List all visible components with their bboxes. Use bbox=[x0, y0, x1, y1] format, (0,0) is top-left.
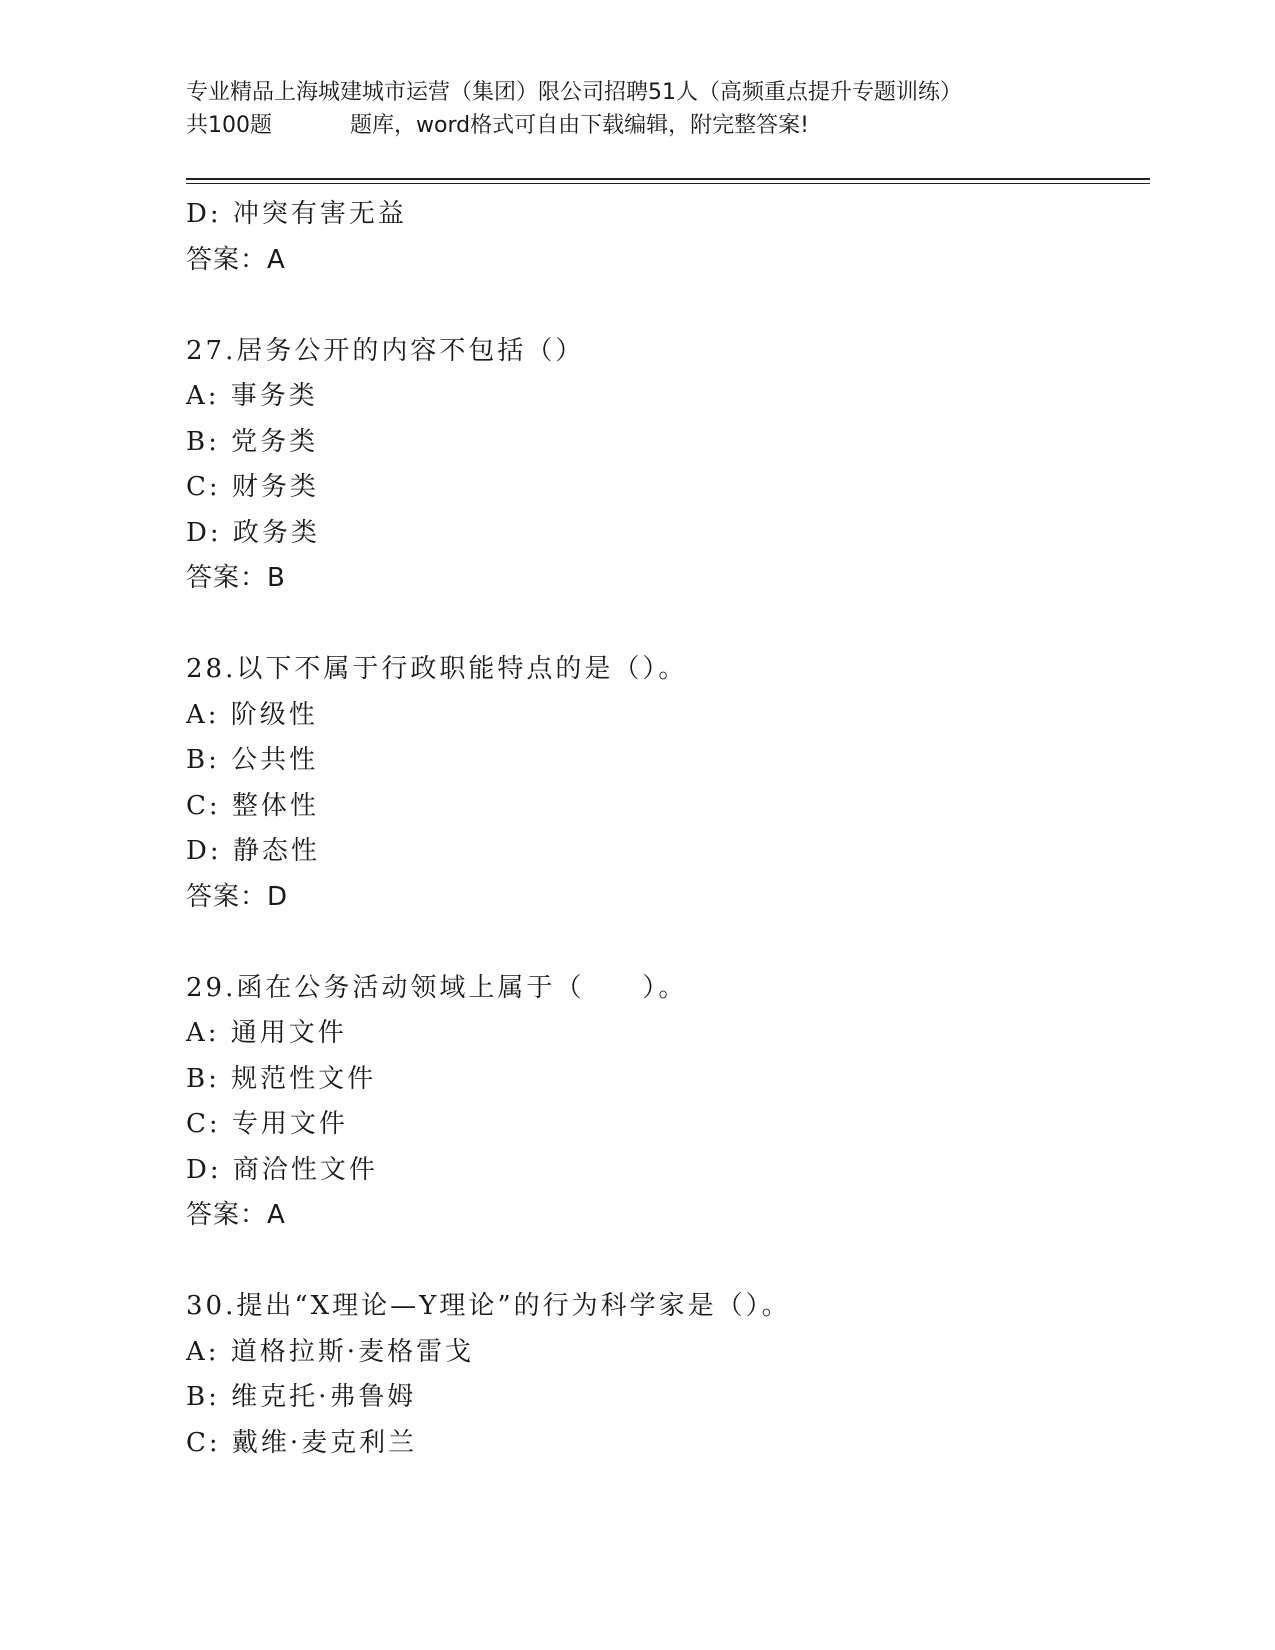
option-d: D: 静态性 bbox=[186, 836, 320, 866]
question-27 bbox=[186, 329, 1146, 602]
option-a: A: 事务类 bbox=[186, 381, 318, 411]
option-d: D: 商洽性文件 bbox=[186, 1154, 378, 1185]
option-c: C: 专用文件 bbox=[186, 1109, 348, 1139]
header-subtitle bbox=[186, 109, 1146, 142]
option-b: B: 党务类 bbox=[186, 426, 319, 457]
question-list bbox=[186, 192, 1146, 1466]
option-c: C: 财务类 bbox=[186, 472, 319, 502]
answer-line: 答案：A bbox=[186, 244, 286, 275]
option-a: A: 通用文件 bbox=[186, 1018, 347, 1048]
header-title: 专业精品上海城建城市运营（集团）限公司招聘51人（高频重点提升专题训练） bbox=[186, 80, 962, 105]
question-29 bbox=[186, 966, 1146, 1239]
header-description: 题库，word格式可自由下载编辑，附完整答案! bbox=[350, 113, 809, 138]
answer-line: 答案：B bbox=[186, 563, 286, 593]
question-stem: 29.函在公务活动领域上属于（ ）。 bbox=[186, 972, 688, 1003]
option-b: B: 规范性文件 bbox=[186, 1063, 377, 1094]
header-question-count: 共100题 bbox=[186, 113, 272, 138]
question-stem: 28.以下不属于行政职能特点的是（）。 bbox=[186, 654, 688, 684]
question-stem: 30.提出“X理论—Y理论”的行为科学家是（）。 bbox=[186, 1291, 791, 1321]
option-b: B: 公共性 bbox=[186, 745, 319, 775]
option-b: B: 维克托·弗鲁姆 bbox=[186, 1382, 417, 1412]
question-stem: 27.居务公开的内容不包括（） bbox=[186, 335, 585, 366]
question-28 bbox=[186, 647, 1146, 920]
question-30 bbox=[186, 1284, 1146, 1466]
option-a: A: 道格拉斯·麦格雷戈 bbox=[186, 1336, 475, 1367]
answer-line: 答案：D bbox=[186, 881, 289, 912]
option-a: A: 阶级性 bbox=[186, 699, 318, 730]
answer-line: 答案：A bbox=[186, 1200, 286, 1230]
option-c: C: 戴维·麦克利兰 bbox=[186, 1427, 418, 1458]
option-c: C: 整体性 bbox=[186, 790, 319, 821]
option-d: D: 冲突有害无益 bbox=[186, 199, 407, 229]
header-rule-thick bbox=[186, 178, 1150, 180]
document-header bbox=[186, 76, 1146, 142]
option-d: D: 政务类 bbox=[186, 517, 320, 548]
header-rule-thin bbox=[186, 183, 1150, 184]
